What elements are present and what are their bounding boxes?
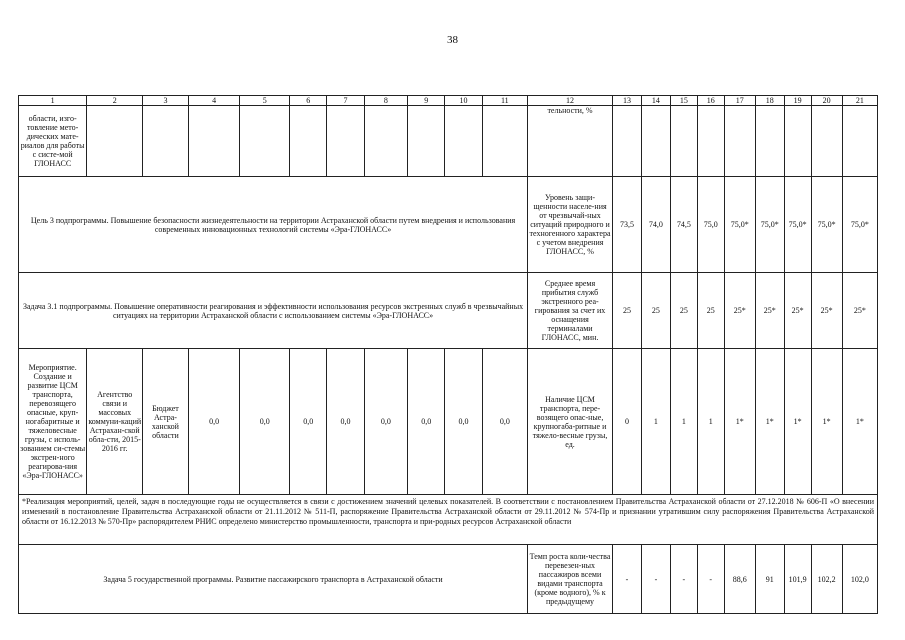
finance-cell: 0,0 (408, 349, 445, 495)
executor-cell: Агентство связи и массовых коммуни-каций Астрахан-ской обла-сти, 2015-2016 гг. (87, 349, 143, 495)
header-row (19, 96, 878, 106)
value-cell: 1 (697, 349, 724, 495)
value-cell: 75,0* (811, 177, 842, 273)
value-cell: 1 (641, 349, 670, 495)
value-cell: 25* (755, 273, 784, 349)
value-cell: 25* (724, 273, 755, 349)
value-cell: 1 (670, 349, 697, 495)
column-number: 12 (528, 96, 613, 106)
indicator-cell: Уровень защи-щенности населе-ния от чрезвычай-ных ситуаций природного и техногенного характера с учетом внедрения ГЛОНАСС, % (528, 177, 613, 273)
task-cell: Задача 5 государственной программы. Развитие пассажирского транспорта в Астраханской области (19, 545, 528, 614)
table-row (19, 177, 878, 273)
value-cell: 101,9 (784, 545, 811, 614)
column-number: 7 (327, 96, 364, 106)
value-cell: 25* (811, 273, 842, 349)
value-cell: 91 (755, 545, 784, 614)
value-cell: 88,6 (724, 545, 755, 614)
column-number: 4 (188, 96, 240, 106)
program-table (18, 95, 878, 614)
column-number: 15 (670, 96, 697, 106)
value-cell: 0 (612, 349, 641, 495)
table-row (19, 106, 878, 177)
value-cell: 75,0* (784, 177, 811, 273)
column-number: 9 (408, 96, 445, 106)
value-cell: 25 (670, 273, 697, 349)
value-cell: - (612, 545, 641, 614)
value-cell: 1* (724, 349, 755, 495)
value-cell: - (641, 545, 670, 614)
finance-cell: 0,0 (327, 349, 364, 495)
value-cell: 25 (612, 273, 641, 349)
column-number: 10 (445, 96, 482, 106)
column-number: 21 (842, 96, 877, 106)
finance-cell: 0,0 (445, 349, 482, 495)
column-number: 11 (482, 96, 528, 106)
table-row (19, 545, 878, 614)
finance-cell: 0,0 (482, 349, 528, 495)
finance-cell: 0,0 (240, 349, 290, 495)
footnote-row (19, 495, 878, 545)
value-cell: 74,5 (670, 177, 697, 273)
finance-cell: 0,0 (364, 349, 407, 495)
value-cell: 25 (697, 273, 724, 349)
column-number: 3 (143, 96, 189, 106)
value-cell: 73,5 (612, 177, 641, 273)
value-cell: 1* (842, 349, 877, 495)
value-cell: 75,0* (724, 177, 755, 273)
column-number: 5 (240, 96, 290, 106)
source-cell: Бюджет Астра-ханской области (143, 349, 189, 495)
value-cell: 1* (755, 349, 784, 495)
column-number: 13 (612, 96, 641, 106)
value-cell: 75,0* (842, 177, 877, 273)
value-cell: 74,0 (641, 177, 670, 273)
value-cell: 25* (842, 273, 877, 349)
value-cell: 25* (784, 273, 811, 349)
column-number: 2 (87, 96, 143, 106)
value-cell: 102,0 (842, 545, 877, 614)
column-number: 1 (19, 96, 87, 106)
finance-cell: 0,0 (188, 349, 240, 495)
column-number: 18 (755, 96, 784, 106)
cell-work-description: области, изго-товление мето-дических матe-риалов для работы с систе-мой ГЛОНАСС (19, 106, 87, 177)
column-number: 14 (641, 96, 670, 106)
column-number: 19 (784, 96, 811, 106)
task-cell: Задача 3.1 подпрограммы. Повышение оперативности реагирования и эффективности использования ресурсов экстренных служб в чрезвычайных ситуациях на территории Астраханской области с использованием системы «Эра-ГЛОНАСС» (19, 273, 528, 349)
value-cell: 1* (784, 349, 811, 495)
footnote-text: *Реализация мероприятий, целей, задач в последующие годы не осуществляется в связи с достижением значений целевых показателей. В соответствии с постановлением Правительства Астраханской области от 27.12.2018 № 606-П «О внесении изменений в постановление Правительства Астраханской области от 21.11.2012 № 511-П, распоряжение Правительства Астраханской области от 29.11.2012 № 574-Пр и признании утратившим силу распоряжения Правительства Астраханской области от 16.12.2013 № 570-Пр» распорядителем РНИС определено министерство промышленности, транспорта и при-родных ресурсов Астраханской области (19, 495, 878, 545)
goal-cell: Цель 3 подпрограммы. Повышение безопасности жизнедеятельности на территории Астраханской области путем внедрения и использования современных инновационных технологий системы «Эра-ГЛОНАСС» (19, 177, 528, 273)
column-number: 6 (290, 96, 327, 106)
indicator-cell: Среднее время прибытия служб экстренного реа-гирования за счет их оснащения терминалами ГЛОНАСС, мин. (528, 273, 613, 349)
column-number: 20 (811, 96, 842, 106)
column-number: 8 (364, 96, 407, 106)
value-cell: 75,0 (697, 177, 724, 273)
value-cell: - (697, 545, 724, 614)
page-number: 38 (447, 34, 458, 46)
table-row (19, 273, 878, 349)
finance-cell: 0,0 (290, 349, 327, 495)
measure-cell: Мероприятие. Создание и развитие ЦСМ транспорта, перевозящего опасные, круп-ногабаритные и тяжеловесные грузы, с исполь-зованием си-стемы экстрен-ного реагирова-ния «Эра-ГЛОНАСС» (19, 349, 87, 495)
cell-indicator-cont: тельности, % (528, 106, 613, 177)
value-cell: 75,0* (755, 177, 784, 273)
indicator-cell: Темп роста коли-чества перевезен-ных пассажиров всеми видами транспорта (кроме водного), % к предыдущему (528, 545, 613, 614)
column-number: 16 (697, 96, 724, 106)
table-row (19, 349, 878, 495)
value-cell: 1* (811, 349, 842, 495)
value-cell: - (670, 545, 697, 614)
column-number: 17 (724, 96, 755, 106)
value-cell: 25 (641, 273, 670, 349)
indicator-cell: Наличие ЦСМ транспорта, пере-возящего опас-ные, крупногаба-ритные и тяжело-весные грузы, ед. (528, 349, 613, 495)
value-cell: 102,2 (811, 545, 842, 614)
